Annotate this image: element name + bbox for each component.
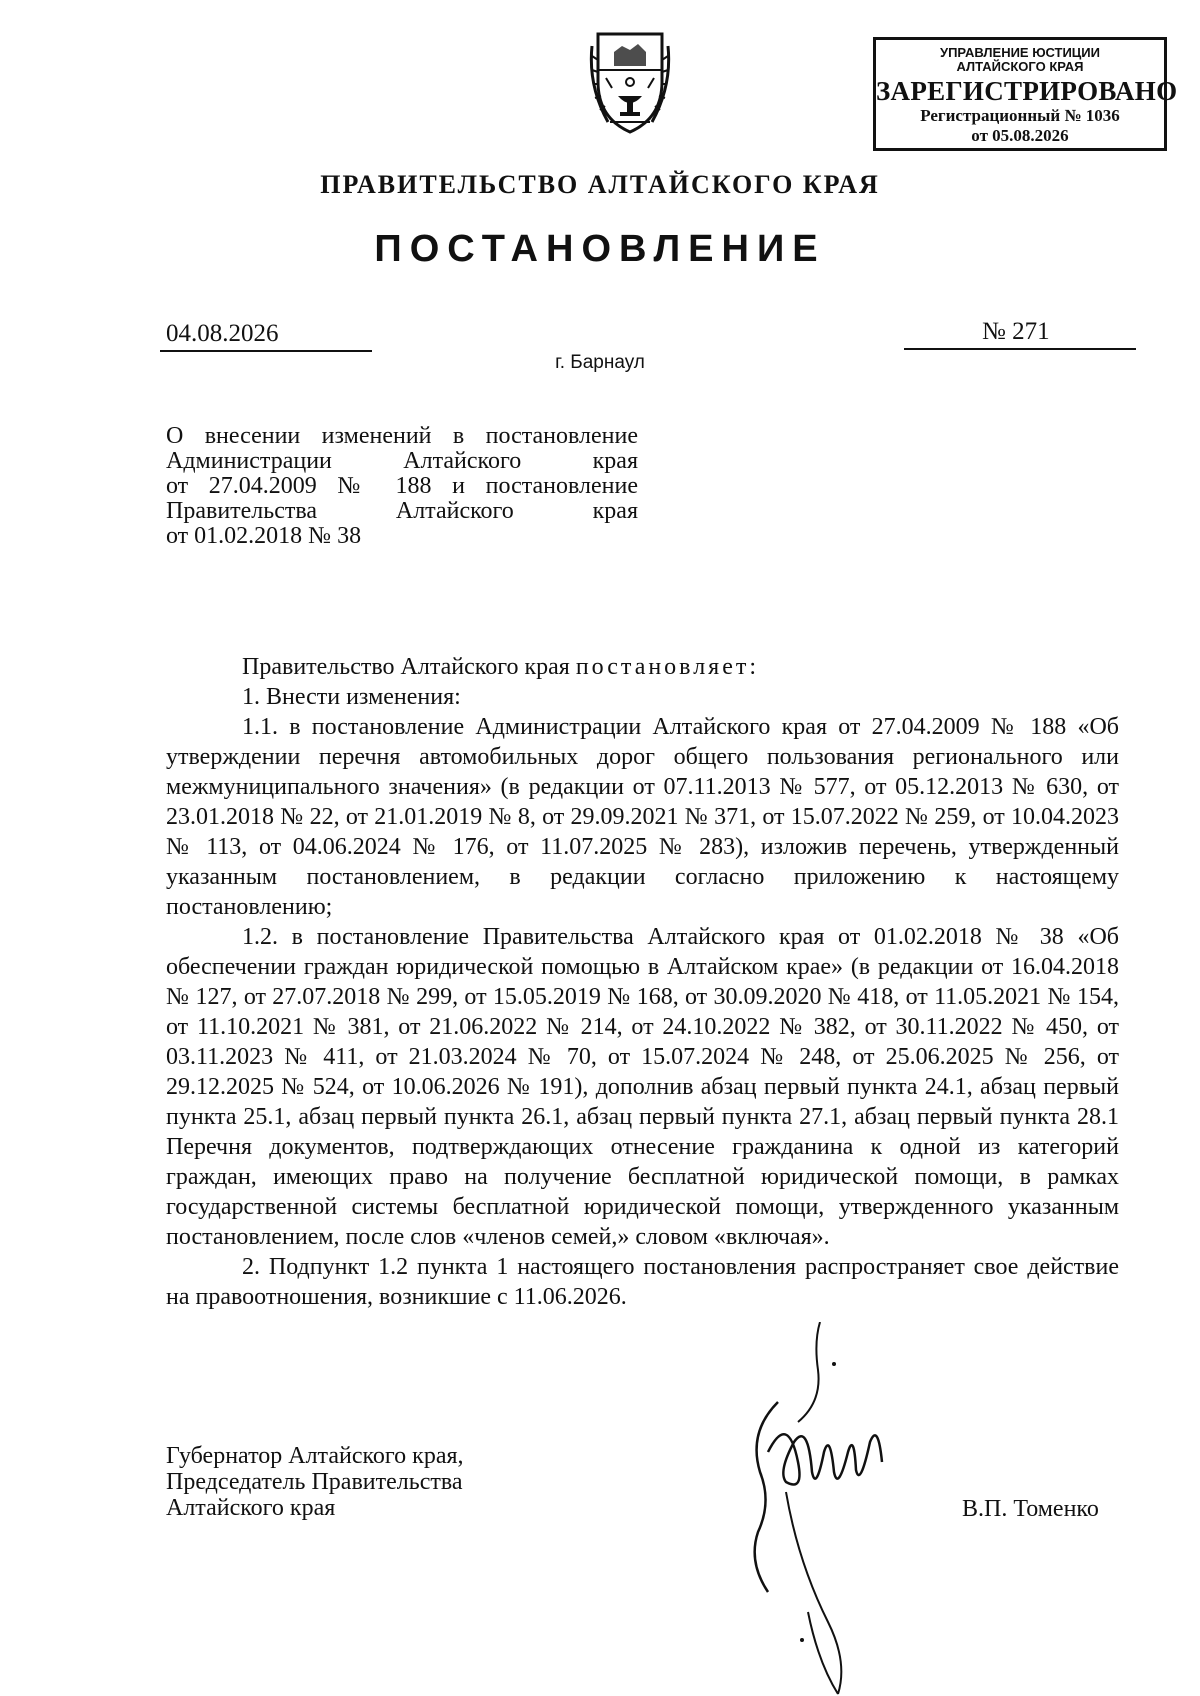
- number-underline: [904, 348, 1136, 350]
- coat-of-arms-icon: [588, 26, 672, 136]
- clause-1: 1. Внести изменения:: [242, 684, 461, 710]
- clause-1-2: 1.2. в постановление Правительства Алтайского края от 01.02.2018 № 38 «Об обеспечении граждан юридической помощью в Алтайском крае» (в редакции от 16.04.2018 № 127, от 27.07.2018 № 299, от 15.05.2019 № 168, от 30.09.2020 № 418, от 11.05.2021 № 154, от 11.10.2021 № 381, от 21.06.2022 № 214, от 24.10.2022 № 382, от 30.11.2022 № 450, от 03.11.2023 № 411, от 21.03.2024 № 70, от 15.07.2024 № 248, от 25.06.2025 № 256, от 29.12.2025 № 524, от 10.06.2026 № 191), дополнив абзац первый пункта 24.1, абзац первый пункта 25.1, абзац первый пункта 26.1, абзац первый пункта 27.1, абзац первый пункта 28.1 Перечня документов, подтверждающих отнесение гражданина к одной из категорий граждан, имеющих право на получение бесплатной юридической помощи, в рамках государственной системы бесплатной юридической помощи, утвержденного указанным постановлением, после слов «членов семей,» словом «включая».: [166, 924, 1119, 1250]
- position-line: Губернатор Алтайского края,: [166, 1443, 464, 1469]
- signatory-name: В.П. Томенко: [962, 1496, 1099, 1522]
- subject-line: от 01.02.2018 № 38: [166, 523, 362, 549]
- stamp-reg-number: Регистрационный № 1036: [920, 106, 1120, 125]
- clause-1-1: 1.1. в постановление Администрации Алтайского края от 27.04.2009 № 188 «Об утверждении перечня автомобильных дорог общего пользования регионального или межмуниципального значения» (в редакции от 07.11.2013 № 577, от 05.12.2013 № 630, от 23.01.2018 № 22, от 21.01.2019 № 8, от 29.09.2021 № 371, от 15.07.2022 № 259, от 10.04.2023 № 113, от 04.06.2024 № 176, от 11.07.2025 № 283), изложив перечень, утвержденный указанным постановлением, в редакции согласно приложению к настоящему постановлению;: [166, 714, 1119, 920]
- document-subject: [166, 424, 638, 549]
- position-line: Алтайского края: [166, 1495, 336, 1521]
- position-line: Председатель Правительства: [166, 1469, 463, 1495]
- subject-line: Администрации Алтайского края: [166, 448, 638, 474]
- stamp-reg-date: от 05.08.2026: [971, 126, 1069, 145]
- subject-line: от 27.04.2009 № 188 и постановление: [166, 473, 638, 499]
- preamble: [166, 652, 1119, 682]
- document-number: № 271: [982, 318, 1050, 345]
- document-date: 04.08.2026: [166, 320, 279, 347]
- stamp-line-2: АЛТАЙСКОГО КРАЯ: [956, 59, 1084, 74]
- document-type-title: ПОСТАНОВЛЕНИЕ: [374, 228, 826, 270]
- subject-line: О внесении изменений в постановление: [166, 423, 638, 449]
- city: г. Барнаул: [555, 352, 645, 373]
- clause-2: 2. Подпункт 1.2 пункта 1 настоящего постановления распространяет свое действие на правоотношения, возникшие с 11.06.2026.: [166, 1254, 1119, 1310]
- preamble-end: :: [749, 654, 757, 680]
- handwritten-signature-icon: [738, 1322, 924, 1696]
- preamble-lead: Правительство Алтайского края: [242, 654, 576, 680]
- stamp-line-1: УПРАВЛЕНИЕ ЮСТИЦИИ: [940, 45, 1100, 60]
- preamble-verb: постановляет: [575, 654, 750, 680]
- issuing-authority: ПРАВИТЕЛЬСТВО АЛТАЙСКОГО КРАЯ: [320, 170, 880, 199]
- registration-stamp: [873, 37, 1178, 151]
- stamp-status: ЗАРЕГИСТРИРОВАНО: [876, 76, 1178, 106]
- signatory-position: [166, 1443, 464, 1521]
- subject-line: Правительства Алтайского края: [166, 498, 638, 524]
- document-body: [166, 652, 1119, 1312]
